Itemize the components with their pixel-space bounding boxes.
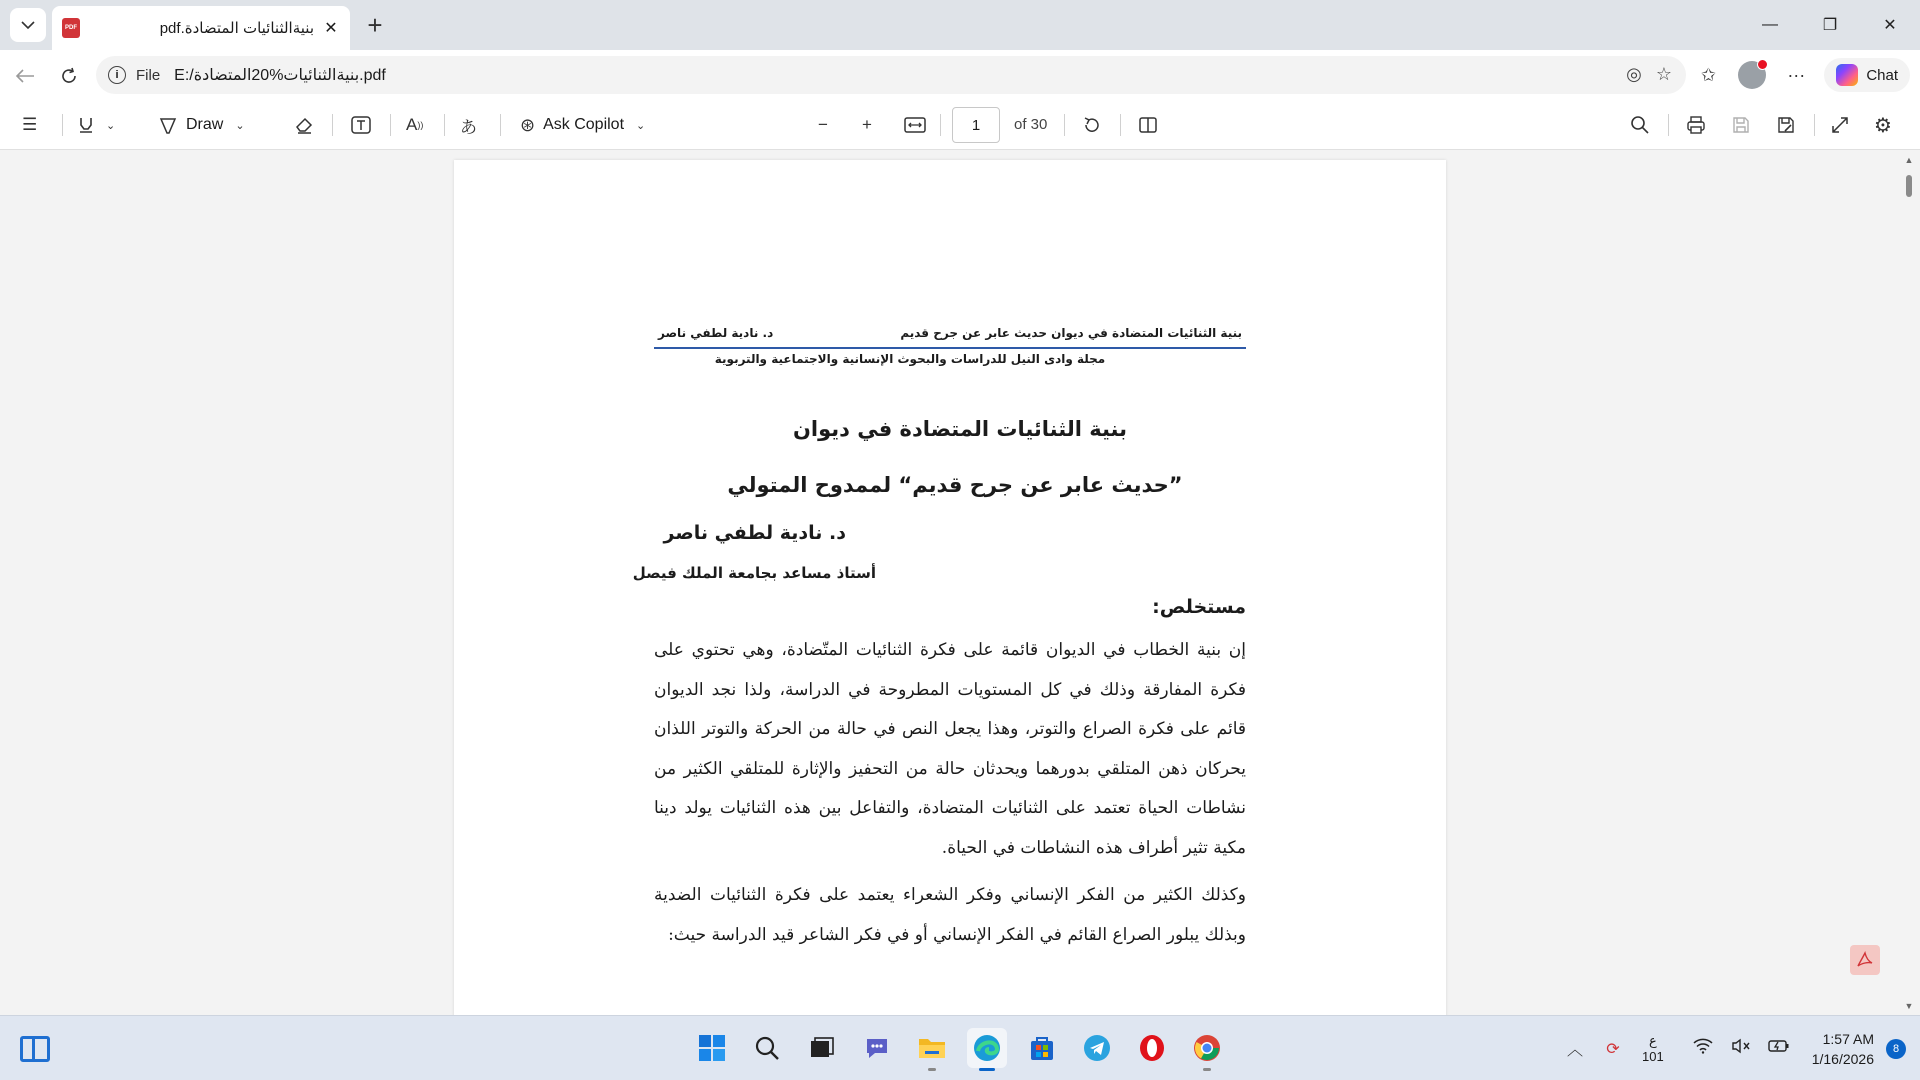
restore-button[interactable]: ❐ [1822, 17, 1838, 34]
copilot-vision-icon[interactable]: ◎ [1626, 64, 1642, 84]
text-box-icon [350, 115, 372, 135]
teams-chat-icon[interactable] [857, 1028, 897, 1068]
show-hidden-icons-chevron-up-icon[interactable]: ︿ [1566, 1042, 1583, 1059]
url-text[interactable]: E:/بنيةالثنائيات%20المتضادة.pdf [174, 67, 386, 84]
file-explorer-icon[interactable] [912, 1028, 952, 1068]
task-view-icon[interactable] [802, 1028, 842, 1068]
draw-button[interactable] [158, 112, 245, 138]
translate-icon[interactable]: あ [460, 117, 477, 137]
windows-start-icon[interactable] [20, 1036, 50, 1062]
notification-badge[interactable]: 8 [1886, 1039, 1906, 1059]
author-name: د. نادية لطفي ناصر [663, 522, 846, 544]
chevron-down-icon: ⌄ [636, 119, 646, 132]
read-aloud-icon[interactable]: A )) [406, 115, 424, 134]
pdf-icon: PDF [62, 18, 80, 38]
scrollbar-thumb[interactable] [1906, 175, 1912, 197]
paper-title-line1: بنية الثنائيات المتضادة في ديوان [792, 417, 1127, 441]
zoom-out-button[interactable]: − [818, 115, 828, 134]
copilot-icon [1836, 64, 1858, 86]
address-input[interactable] [96, 56, 1686, 94]
system-tray [1556, 1016, 1920, 1080]
pen-icon [158, 115, 178, 135]
edge-icon[interactable] [967, 1028, 1007, 1068]
microsoft-store-icon[interactable] [1022, 1028, 1062, 1068]
volume-muted-icon[interactable] [1726, 1038, 1756, 1059]
sync-status-icon[interactable]: ⟳ [1606, 1040, 1620, 1058]
chrome-icon[interactable] [1187, 1028, 1227, 1068]
favorites-icon[interactable]: ✩ [1700, 64, 1716, 85]
profile-avatar[interactable] [1738, 61, 1766, 89]
eraser-button[interactable] [294, 112, 314, 138]
abstract-paragraph-2: وكذلك الكثير من الفكر الإنساني وفكر الشعراء يعتمد على فكرة الثنائيات الضدية وبذلك يبلور الصراع القائم في الفكر الإنساني أو في فكر الشاعر قيد الدراسة حيث: [654, 885, 1246, 945]
page-total-label: of 30 [1014, 116, 1048, 133]
ask-copilot-label: Ask Copilot [543, 116, 625, 133]
print-icon [1686, 115, 1706, 135]
highlighter-icon [76, 115, 96, 135]
highlight-button[interactable] [76, 112, 115, 138]
page-view-button[interactable] [1138, 112, 1158, 138]
fit-width-button[interactable] [904, 112, 926, 138]
abstract-paragraph-1: إن بنية الخطاب في الديوان قائمة على فكرة الثنائيات المتّضادة، وهي تحتوي على فكرة المفارقة وذلك في كل المستويات المطروحة في الدراسة، ولذا نجد الديوان قائم على فكرة الصراع والتوتر، وهذا يجعل النص في حالة من الحركة والتوتر اللذان يحركان ذهن المتلقي بدورهما ويحدثان حالة من التحفيز والإثارة للمتلقي الكثير من نشاطات الحياة تعتمد على الثنائيات المتضادة، والتفاعل بين هذه الثنائيات يولد دينا مكية تثير أطراف هذه النشاطات في الحياة. [654, 640, 1246, 858]
taskbar [0, 1015, 1920, 1080]
chevron-down-icon: ⌄ [106, 119, 116, 132]
tab-close-icon[interactable]: ✕ [324, 20, 338, 37]
taskbar-apps [692, 1028, 1227, 1068]
page-number-input[interactable]: 1 [952, 107, 1000, 143]
find-button[interactable] [1630, 112, 1650, 138]
chat-label: Chat [1866, 66, 1898, 84]
tab-actions-menu-button[interactable] [10, 8, 46, 42]
favorite-star-icon[interactable]: ☆ [1655, 64, 1672, 84]
opera-icon[interactable] [1132, 1028, 1172, 1068]
contents-list-icon[interactable]: ☰ [22, 115, 38, 134]
language-line1: ع [1648, 1032, 1657, 1048]
window-controls [1740, 0, 1920, 50]
browser-toolbar [1686, 56, 1920, 94]
vertical-scrollbar[interactable] [1904, 151, 1914, 1015]
clock[interactable] [1812, 1029, 1874, 1069]
expand-icon [1830, 115, 1850, 135]
eraser-icon [294, 115, 314, 135]
search-icon [1630, 115, 1650, 135]
draw-label: Draw [186, 116, 224, 133]
arrow-left-icon [15, 68, 35, 84]
wifi-icon[interactable] [1688, 1038, 1718, 1059]
header-divider [654, 347, 1246, 349]
abstract-heading: مستخلص: [1152, 596, 1246, 618]
save-button[interactable] [1731, 112, 1751, 138]
more-options-icon[interactable]: ··· [1787, 64, 1806, 85]
address-bar-row [0, 50, 1920, 100]
settings-button[interactable] [1874, 112, 1892, 138]
scroll-up-icon[interactable]: ▲ [1904, 155, 1914, 165]
running-header-title: بنية الثنائيات المتضادة في ديوان حديث عابر عن جرح قديم [900, 326, 1242, 340]
zoom-in-button[interactable]: + [862, 115, 872, 134]
rotate-icon [1082, 115, 1102, 135]
scroll-down-icon[interactable]: ▼ [1904, 1001, 1914, 1011]
tab-pdf[interactable] [52, 6, 350, 50]
scheme-label: File [136, 66, 161, 84]
ask-copilot-button[interactable] [520, 112, 645, 138]
clock-date: 1/16/2026 [1811, 1050, 1874, 1067]
tab-strip [0, 0, 1920, 50]
acrobat-icon[interactable] [1850, 945, 1880, 975]
copilot-chat-button[interactable] [1824, 58, 1910, 92]
minimize-button[interactable]: — [1762, 16, 1778, 33]
battery-charging-icon[interactable] [1764, 1038, 1794, 1059]
language-line2: 101 [1642, 1048, 1664, 1064]
author-affiliation: أستاذ مساعد بجامعة الملك فيصل [632, 564, 876, 582]
print-button[interactable] [1686, 112, 1706, 138]
running-header-author: د. نادية لطفي ناصر [658, 326, 774, 340]
fullscreen-button[interactable] [1830, 112, 1850, 138]
save-icon [1731, 115, 1751, 135]
clock-time: 1:57 AM [1822, 1030, 1874, 1047]
copilot-outline-icon: ⊛ [520, 114, 536, 135]
fit-width-icon [904, 116, 926, 134]
language-indicator[interactable] [1642, 1033, 1664, 1065]
pdf-page [454, 160, 1446, 1015]
back-button[interactable] [10, 61, 40, 91]
paper-title-line2: ”حديث عابر عن جرح قديم“ لممدوح المتولي [727, 473, 1183, 497]
new-tab-button[interactable]: + [367, 9, 383, 40]
refresh-button[interactable] [54, 61, 84, 91]
chevron-down-icon [21, 20, 35, 30]
info-icon[interactable]: i [108, 66, 126, 84]
tab-title: بنيةالثنائيات المتضادة.pdf [159, 20, 314, 37]
two-page-icon [1138, 115, 1158, 135]
save-as-button[interactable] [1776, 112, 1796, 138]
chevron-down-icon: ⌄ [235, 119, 245, 132]
save-as-icon [1776, 115, 1796, 135]
refresh-icon [60, 67, 78, 85]
gear-icon: ⚙ [1874, 114, 1892, 137]
close-window-button[interactable]: ✕ [1883, 17, 1897, 34]
pdf-viewer[interactable] [0, 151, 1920, 1015]
add-text-button[interactable] [350, 112, 372, 138]
journal-name: مجلة وادى النيل للدراسات والبحوث الإنسانية والاجتماعية والتربوية [714, 352, 1106, 366]
acrobat-logo-icon [1856, 951, 1874, 969]
rotate-button[interactable] [1082, 112, 1102, 138]
search-icon[interactable] [747, 1028, 787, 1068]
windows-logo-icon[interactable] [692, 1028, 732, 1068]
telegram-icon[interactable] [1077, 1028, 1117, 1068]
